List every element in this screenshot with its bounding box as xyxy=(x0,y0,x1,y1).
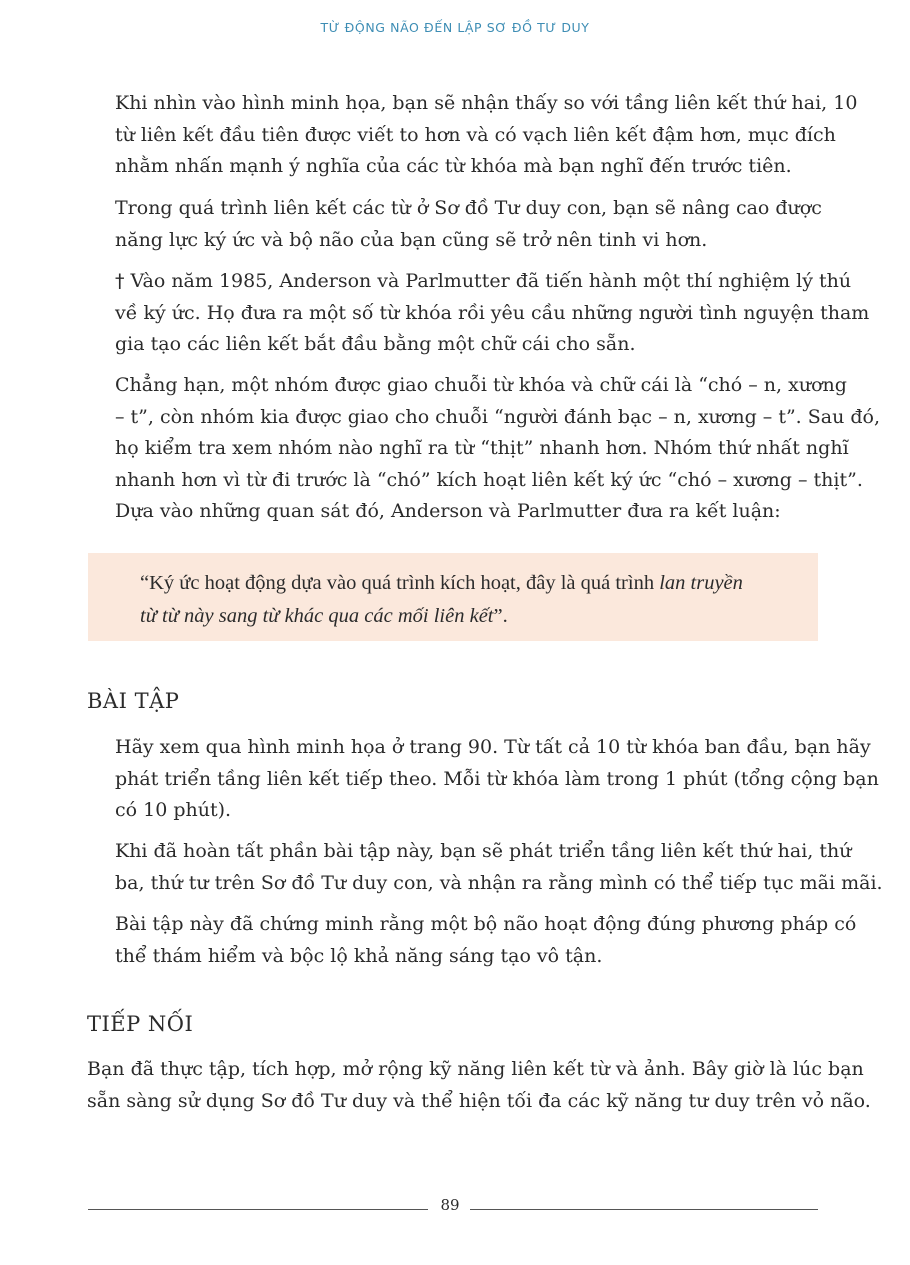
text-line: từ liên kết đầu tiên được viết to hơn và có vạch liên kết đậm hơn, mục đích xyxy=(115,123,836,146)
quote-line xyxy=(140,600,743,633)
paragraph-experiment xyxy=(115,266,869,361)
text-line: năng lực ký ức và bộ não của bạn cũng sẽ trở nên tinh vi hơn. xyxy=(115,228,708,251)
footer-rule-right xyxy=(470,1209,818,1210)
paragraph-child-mindmap xyxy=(115,193,822,256)
quote-line xyxy=(140,567,743,600)
dagger-icon: † xyxy=(115,270,125,292)
paragraph-exercise-instructions xyxy=(115,732,879,827)
text-line: Khi nhìn vào hình minh họa, bạn sẽ nhận thấy so với tầng liên kết thứ hai, 10 xyxy=(115,92,858,114)
footer-rule-left xyxy=(88,1209,428,1210)
text-line: họ kiểm tra xem nhóm nào nghĩ ra từ “thịt” nhanh hơn. Nhóm thứ nhất nghĩ xyxy=(115,437,849,459)
text-line: – t”, còn nhóm kia được giao cho chuỗi “người đánh bạc – n, xương – t”. Sau đó, xyxy=(115,405,881,428)
text-line: Bài tập này đã chứng minh rằng một bộ não hoạt động đúng phương pháp có xyxy=(115,913,857,935)
text-line: có 10 phút). xyxy=(115,799,232,821)
text-line: Dựa vào những quan sát đó, Anderson và Parlmutter đưa ra kết luận: xyxy=(115,500,781,522)
quote-emphasis: lan truyền xyxy=(659,572,743,594)
quote-text: ”. xyxy=(493,605,508,627)
paragraph-exercise-proof xyxy=(115,909,856,972)
paragraph-example xyxy=(115,370,880,528)
text-line: Khi đã hoàn tất phần bài tập này, bạn sẽ phát triển tầng liên kết thứ hai, thứ xyxy=(115,840,852,862)
page-number: 89 xyxy=(440,1196,460,1214)
quote-emphasis: từ từ này sang từ khác qua các mối liên kết xyxy=(140,605,494,627)
text-line xyxy=(115,266,869,298)
text-line: Chẳng hạn, một nhóm được giao chuỗi từ khóa và chữ cái là “chó – n, xương xyxy=(115,374,847,396)
text-line: ba, thứ tư trên Sơ đồ Tư duy con, và nhận ra rằng mình có thể tiếp tục mãi mãi. xyxy=(115,871,883,894)
text-line: nhằm nhấn mạnh ý nghĩa của các từ khóa mà bạn nghĩ đến trước tiên. xyxy=(115,155,792,177)
text-line: Hãy xem qua hình minh họa ở trang 90. Từ tất cả 10 từ khóa ban đầu, bạn hãy xyxy=(115,736,871,758)
quote-text: “Ký ức hoạt động dựa vào quá trình kích hoạt, đây là quá trình xyxy=(140,572,660,594)
text-line: thể thám hiểm và bộc lộ khả năng sáng tạo vô tận. xyxy=(115,944,603,967)
text-line: phát triển tầng liên kết tiếp theo. Mỗi từ khóa làm trong 1 phút (tổng cộng bạn xyxy=(115,767,879,790)
text-line: Trong quá trình liên kết các từ ở Sơ đồ Tư duy con, bạn sẽ nâng cao được xyxy=(115,197,822,219)
text-line: nhanh hơn vì từ đi trước là “chó” kích hoạt liên kết ký ức “chó – xương – thịt”. xyxy=(115,468,863,491)
paragraph-next-steps xyxy=(87,1054,871,1117)
text-line: gia tạo các liên kết bắt đầu bằng một chữ cái cho sẵn. xyxy=(115,333,636,355)
text-line-rest: Vào năm 1985, Anderson và Parlmutter đã tiến hành một thí nghiệm lý thú xyxy=(124,270,852,292)
running-header: TỪ ĐỘNG NÃO ĐẾN LẬP SƠ ĐỒ TƯ DUY xyxy=(320,20,590,35)
heading-next: TIẾP NỐI xyxy=(87,1012,194,1036)
text-line: sẵn sàng sử dụng Sơ đồ Tư duy và thể hiện tối đa các kỹ năng tư duy trên vỏ não. xyxy=(87,1089,871,1112)
heading-exercise: BÀI TẬP xyxy=(87,689,180,713)
paragraph-illustration-note xyxy=(115,88,857,183)
text-line: về ký ức. Họ đưa ra một số từ khóa rồi yêu cầu những người tình nguyện tham xyxy=(115,301,870,324)
text-line: Bạn đã thực tập, tích hợp, mở rộng kỹ năng liên kết từ và ảnh. Bây giờ là lúc bạn xyxy=(87,1058,864,1080)
conclusion-quote xyxy=(140,567,743,633)
paragraph-exercise-result xyxy=(115,836,883,899)
